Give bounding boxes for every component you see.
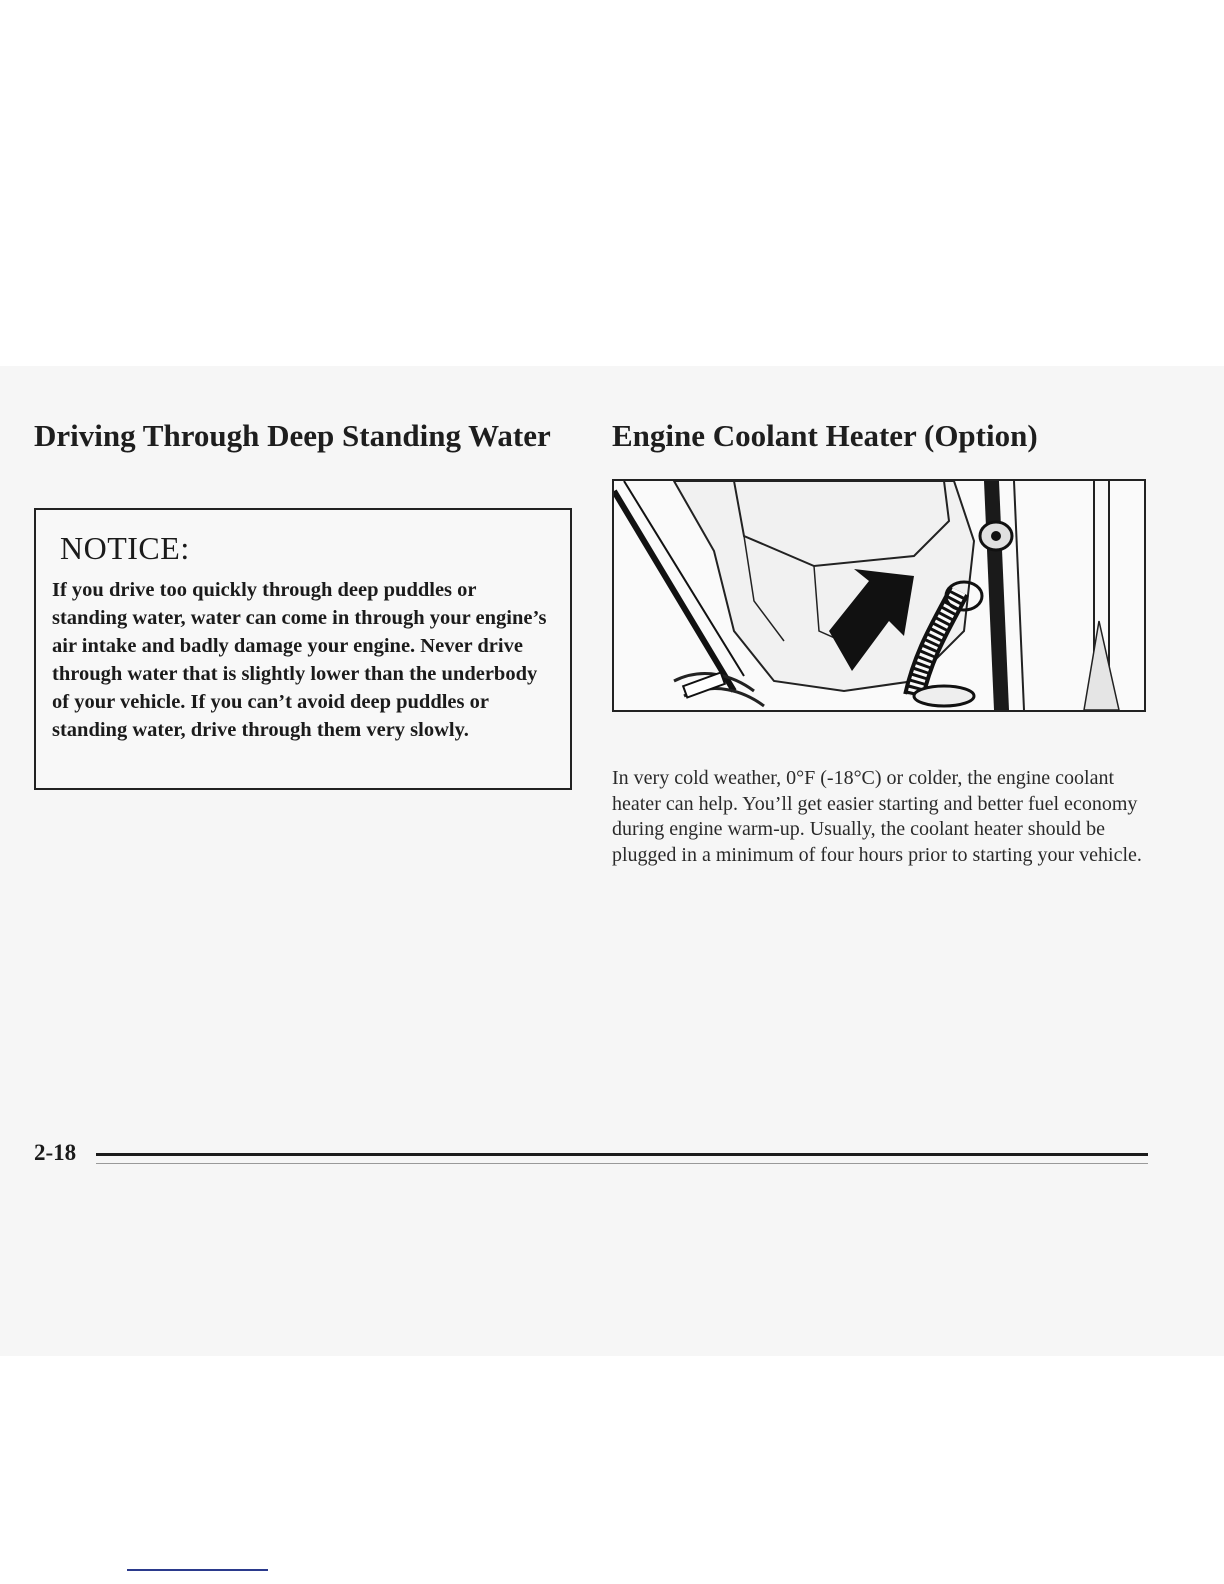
notice-title: NOTICE: bbox=[60, 530, 190, 566]
notice-box bbox=[34, 508, 572, 790]
footer-rule bbox=[96, 1153, 1148, 1156]
section-heading-coolant-heater: Engine Coolant Heater (Option) bbox=[612, 418, 1038, 453]
bottom-link-line bbox=[127, 1569, 268, 1571]
page-number: 2-18 bbox=[34, 1140, 77, 1165]
section-heading-deep-water: Driving Through Deep Standing Water bbox=[34, 418, 551, 453]
engine-coolant-heater-illustration bbox=[612, 479, 1146, 712]
notice-text: If you drive too quickly through deep puddles or standing water, water can come in through your engine’s air intake and badly damage your engine. Never drive through water that is slightly lower than the underbody of your vehicle. If you can’t avoid deep puddles or standing water, drive through them very slowly. bbox=[52, 579, 547, 741]
footer-rule-thin bbox=[96, 1163, 1148, 1164]
coolant-heater-description: In very cold weather, 0°F (-18°C) or colder, the engine coolant heater can help. You’ll get easier starting and better fuel economy during engine warm-up. Usually, the coolant heater should be plugged in a minimum of four hours prior to starting your vehicle. bbox=[612, 767, 1142, 866]
